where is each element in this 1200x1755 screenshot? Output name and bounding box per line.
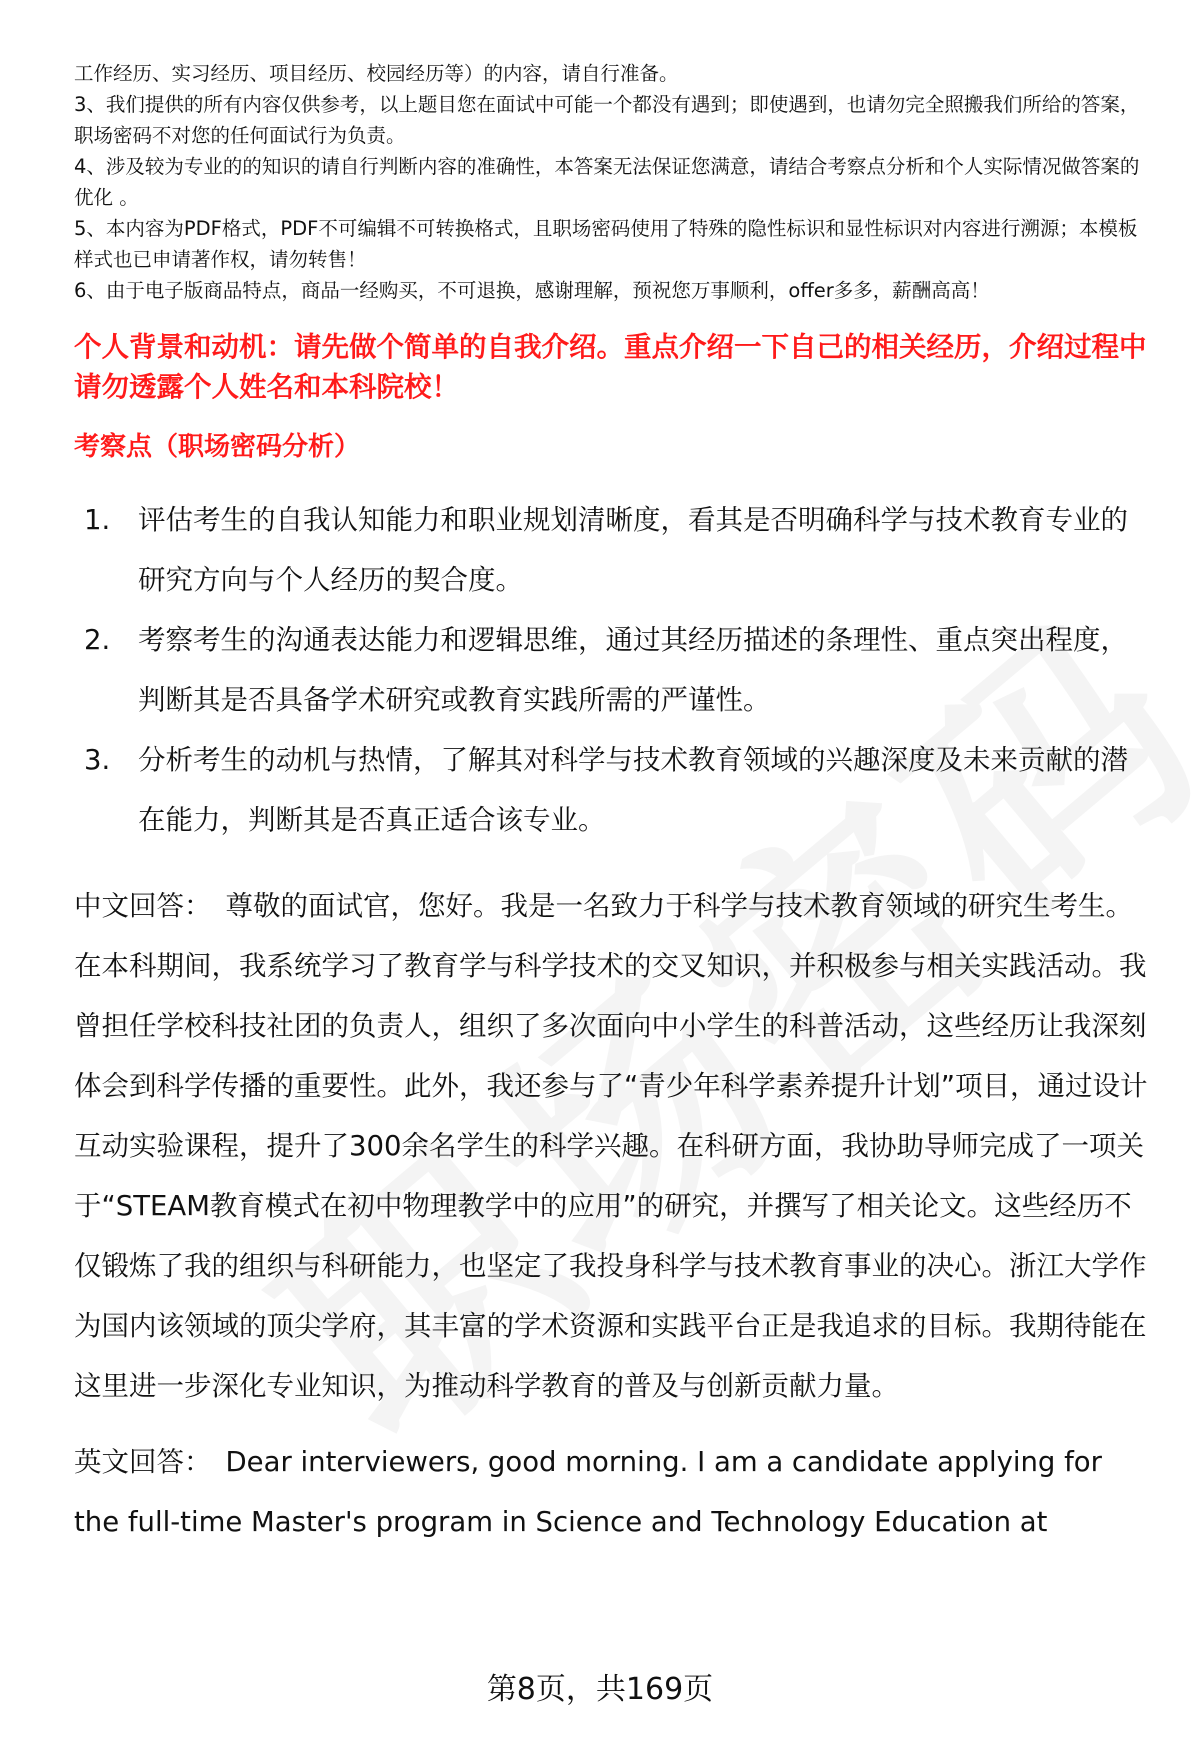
page-content	[74, 58, 1154, 1552]
english-answer	[74, 1432, 1154, 1552]
point-text: 考察考生的沟通表达能力和逻辑思维，通过其经历描述的条理性、重点突出程度，判断其是否具备学术研究或教育实践所需的严谨性。	[138, 624, 1128, 716]
page-footer: 第8页，共169页	[486, 1672, 714, 1707]
point-number: 1.	[84, 504, 111, 536]
point-text: 评估考生的自我认知能力和职业规划清晰度，看其是否明确科学与技术教育专业的研究方向与个人经历的契合度。	[138, 504, 1128, 596]
analysis-point	[74, 730, 1154, 850]
note-line: 3、我们提供的所有内容仅供参考，以上题目您在面试中可能一个都没有遇到；即使遇到，也请勿完全照搬我们所给的答案，职场密码不对您的任何面试行为负责。	[74, 93, 1140, 147]
point-text: 分析考生的动机与热情，了解其对科学与技术教育领域的兴趣深度及未来贡献的潜在能力，判断其是否真正适合该专业。	[138, 744, 1128, 836]
english-answer-label: 英文回答：	[74, 1446, 212, 1478]
chinese-answer-label: 中文回答：	[74, 890, 212, 922]
point-number: 3.	[84, 744, 111, 776]
notes	[74, 58, 1154, 306]
english-answer-text: Dear interviewers, good morning. I am a candidate applying for the full-time Master's program in Science and Technology Education at	[74, 1446, 1102, 1538]
note-line: 4、涉及较为专业的的知识的请自行判断内容的准确性，本答案无法保证您满意，请结合考察点分析和个人实际情况做答案的优化 。	[74, 155, 1140, 209]
point-number: 2.	[84, 624, 111, 656]
analysis-point	[74, 490, 1154, 610]
chinese-answer	[74, 876, 1154, 1416]
note-line: 5、本内容为PDF格式，PDF不可编辑不可转换格式，且职场密码使用了特殊的隐性标识和显性标识对内容进行溯源；本模板样式也已申请著作权，请勿转售！	[74, 217, 1138, 271]
note-line: 6、由于电子版商品特点，商品一经购买，不可退换，感谢理解，预祝您万事顺利，offer多多，薪酬高高！	[74, 279, 990, 302]
note-line: 工作经历、实习经历、项目经历、校园经历等）的内容，请自行准备。	[74, 62, 679, 85]
chinese-answer-text: 尊敬的面试官，您好。我是一名致力于科学与技术教育领域的研究生考生。在本科期间，我系统学习了教育学与科学技术的交叉知识，并积极参与相关实践活动。我曾担任学校科技社团的负责人，组织了多次面向中小学生的科普活动，这些经历让我深刻体会到科学传播的重要性。此外，我还参与了“青少年科学素养提升计划”项目，通过设计互动实验课程，提升了300余名学生的科学兴趣。在科研方面，我协助导师完成了一项关于“STEAM教育模式在初中物理教学中的应用”的研究，并撰写了相关论文。这些经历不仅锻炼了我的组织与科研能力，也坚定了我投身科学与技术教育事业的决心。浙江大学作为国内该领域的顶尖学府，其丰富的学术资源和实践平台正是我追求的目标。我期待能在这里进一步深化专业知识，为推动科学教育的普及与创新贡献力量。	[74, 890, 1148, 1402]
analysis-title: 考察点（职场密码分析）	[74, 432, 361, 462]
question-heading: 个人背景和动机：请先做个简单的自我介绍。重点介绍一下自己的相关经历，介绍过程中请勿透露个人姓名和本科院校！	[74, 331, 1147, 403]
analysis-points	[74, 490, 1154, 850]
analysis-point	[74, 610, 1154, 730]
